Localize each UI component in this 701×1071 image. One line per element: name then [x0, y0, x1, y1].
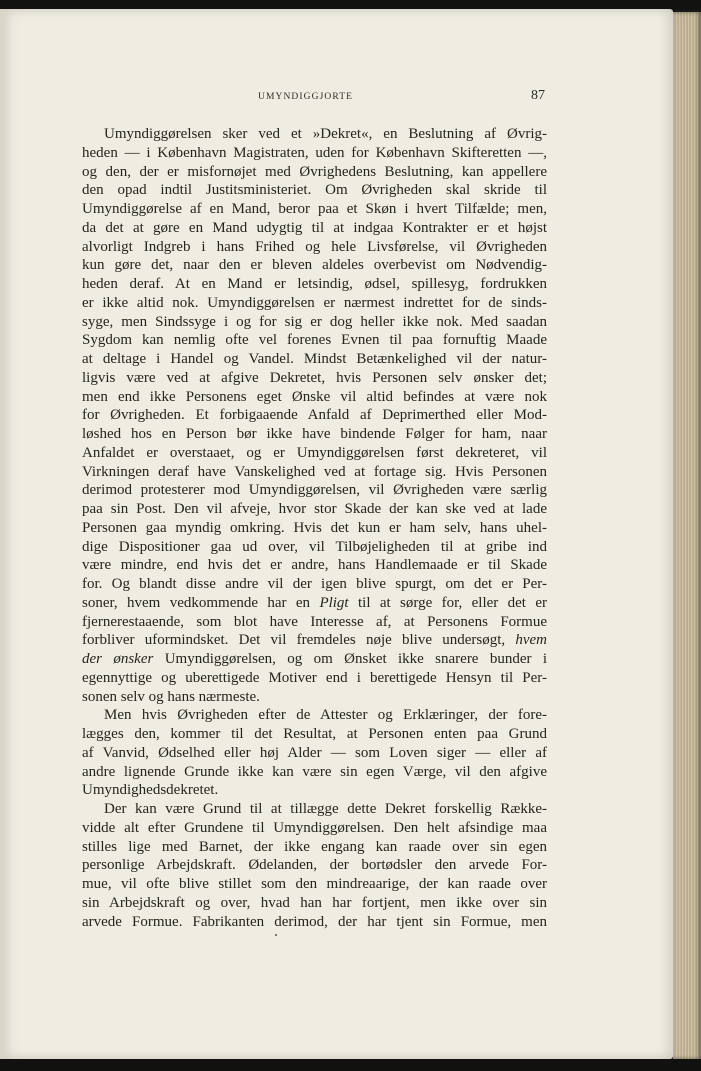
text-line — [82, 200, 547, 219]
text-line — [82, 163, 547, 182]
text-run: heden — i København Magistraten, uden for København Skifteretten —, — [82, 144, 547, 161]
text-run: da det at gøre en Mand udygtig til at indgaa Kontrakter er et højst — [82, 219, 547, 236]
text-line — [82, 350, 547, 369]
text-run: paa sin Post. Den vil afveje, hvor stor Skade der kan ske ved at lade — [82, 501, 547, 517]
text-run: løshed hos en Person bør ikke have bindende Følger for ham, naar — [82, 426, 547, 442]
text-run: Sygdom kan nemlig ofte vel forenes Evnen til paa fornuftig Maade — [82, 332, 547, 349]
text-line — [82, 631, 547, 650]
text-run: egennyttige og uberettigede Motiver end i berettigede Hensyn til Per- — [82, 669, 547, 686]
text-run: for. Og blandt disse andre vil der igen blive spurgt, om det er Per- — [82, 576, 547, 592]
text-line — [82, 913, 547, 932]
text-run: ligvis være ved at afgive Dekretet, hvis Personen selv ønsker det; — [82, 369, 547, 386]
text-line — [82, 856, 547, 875]
text-run: syge, men Sindssyge i og for sig er dog heller ikke nok. Med saadan — [82, 313, 547, 330]
text-run: være mindre, end hvis det er andre, hans Handlemaade er til Skade — [82, 557, 547, 574]
text-line — [82, 894, 547, 913]
text-run: vidde alt efter Grundene til Umyndiggørelsen. Den helt afsindige maa — [82, 819, 547, 836]
text-run: af Vanvid, Ødselhed eller høj Alder — som Loven siger — eller af — [82, 744, 547, 761]
text-line — [82, 275, 547, 294]
text-line — [82, 125, 547, 144]
text-line — [82, 669, 547, 688]
text-line — [82, 219, 547, 238]
text-run: lægges den, kommer til det Resultat, at Personen enten paa Grund — [82, 726, 547, 742]
text-line — [82, 256, 547, 275]
text-line — [82, 181, 547, 200]
page-number: 87 — [531, 88, 545, 103]
text-line — [82, 388, 547, 407]
text-run: den opad indtil Justitsministeriet. Om Øvrigheden skal skride til — [82, 182, 547, 199]
text-run: Men hvis Øvrigheden efter de Attester og Erklæringer, der fore- — [104, 707, 547, 724]
text-run: arvede Formue. Fabrikanten derimod, der har tjent sin Formue, men — [82, 913, 547, 930]
text-run: kun gøre det, naar den er bleven aldeles overbevist om Nødvendig- — [82, 257, 547, 274]
text-line — [82, 613, 547, 632]
text-line — [82, 331, 547, 350]
text-run: men end ikke Personens eget Ønske vil altid befindes at være nok — [82, 388, 547, 405]
text-run: mue, vil ofte blive stillet som den mindreaarige, der kan raade over — [82, 876, 547, 892]
text-line — [82, 556, 547, 575]
text-line — [82, 875, 547, 894]
text-line — [82, 725, 547, 744]
gutter-shadow — [0, 9, 12, 1059]
text-run: Umyndiggørelse af en Mand, beror paa et Skøn i hvert Tilfælde; men, — [82, 201, 547, 217]
text-line — [82, 781, 547, 800]
text-line — [82, 481, 547, 500]
text-line — [82, 800, 547, 819]
italic-emphasis: hvem — [515, 632, 547, 649]
text-line — [82, 688, 547, 707]
text-line — [82, 538, 547, 557]
text-run: personlige Arbejdskraft. Ødelanden, der bortødsler den arvede For- — [82, 857, 547, 874]
text-run: Umyndighedsdekretet. — [82, 782, 219, 799]
text-line — [82, 369, 547, 388]
text-line — [82, 500, 547, 519]
text-run: at deltage i Handel og Vandel. Mindst Betænkelighed vil der natur- — [82, 351, 547, 367]
text-run: fjernerestaaende, som blot have Interesse af, at Personens Formue — [82, 613, 547, 630]
text-run: Umyndiggørelsen sker ved et »Dekret«, en Beslutning af Øvrig- — [104, 126, 547, 142]
ink-speck — [275, 934, 277, 936]
text-line — [82, 294, 547, 313]
text-run: Anfaldet er overstaaet, og er Umyndiggørelsen først dekreteret, vil — [82, 444, 547, 461]
text-run: Umyndiggørelsen, og om Ønsket ikke snarere bunder i — [153, 651, 547, 667]
text-run: dige Dispositioner gaa ud over, vil Tilbøjeligheden til at gribe ind — [82, 538, 547, 555]
text-line — [82, 444, 547, 463]
text-run: sin Arbejdskraft og over, hvad han har fortjent, men ikke over sin — [82, 894, 547, 911]
text-line — [82, 744, 547, 763]
text-line — [82, 144, 547, 163]
text-run: andre lignende Grunde ikke kan være sin egen Værge, vil den afgive — [82, 763, 547, 780]
text-run: forbliver uformindsket. Det vil fremdeles nøje blive undersøgt, — [82, 632, 516, 649]
text-line — [82, 575, 547, 594]
text-line — [82, 706, 547, 725]
italic-emphasis: der ønsker — [82, 651, 154, 667]
text-run: soner, hvem vedkommende har en — [82, 594, 320, 611]
text-run: derimod protesterer mod Umyndiggørelsen, vil Øvrigheden være særlig — [82, 482, 547, 499]
body-text — [82, 125, 547, 931]
text-line — [82, 406, 547, 425]
text-run: for Øvrigheden. Et forbigaaende Anfald af Deprimerthed eller Mod- — [82, 407, 547, 424]
text-run: Personen gaa myndig omkring. Hvis det kun er ham selv, hans uhel- — [82, 519, 547, 536]
text-line — [82, 313, 547, 332]
text-line — [82, 819, 547, 838]
text-run: er ikke altid nok. Umyndiggørelsen er nærmest indrettet for de sinds- — [82, 294, 547, 311]
text-line — [82, 463, 547, 482]
text-line — [82, 238, 547, 257]
text-line — [82, 519, 547, 538]
running-head: UMYNDIGGJORTE — [258, 92, 354, 102]
italic-emphasis: Pligt — [319, 594, 349, 611]
text-line — [82, 594, 547, 613]
book-page-edges — [673, 12, 701, 1059]
text-line — [82, 650, 547, 669]
text-run: til at sørge for, eller det er — [348, 594, 547, 611]
text-run: stilles lige med Barnet, der ikke engang kan raade over sin egen — [82, 838, 547, 855]
scan-bottom-edge — [0, 1059, 701, 1071]
text-line — [82, 838, 547, 857]
text-run: heden deraf. At en Mand er letsindig, ødsel, spillesyg, fordrukken — [82, 276, 547, 292]
text-run: Virkningen deraf have Vanskelighed ved at fortage sig. Hvis Personen — [82, 463, 547, 480]
text-run: og den, der er misfornøjet med Øvrighedens Beslutning, kan appellere — [82, 163, 547, 180]
text-line — [82, 763, 547, 782]
text-line — [82, 425, 547, 444]
text-run: sonen selv og hans nærmeste. — [82, 688, 260, 705]
text-run: Der kan være Grund til at tillægge dette Dekret forskellig Række- — [104, 801, 547, 817]
text-run: alvorligt Indgreb i hans Frihed og hele Livsførelse, vil Øvrigheden — [82, 238, 547, 255]
